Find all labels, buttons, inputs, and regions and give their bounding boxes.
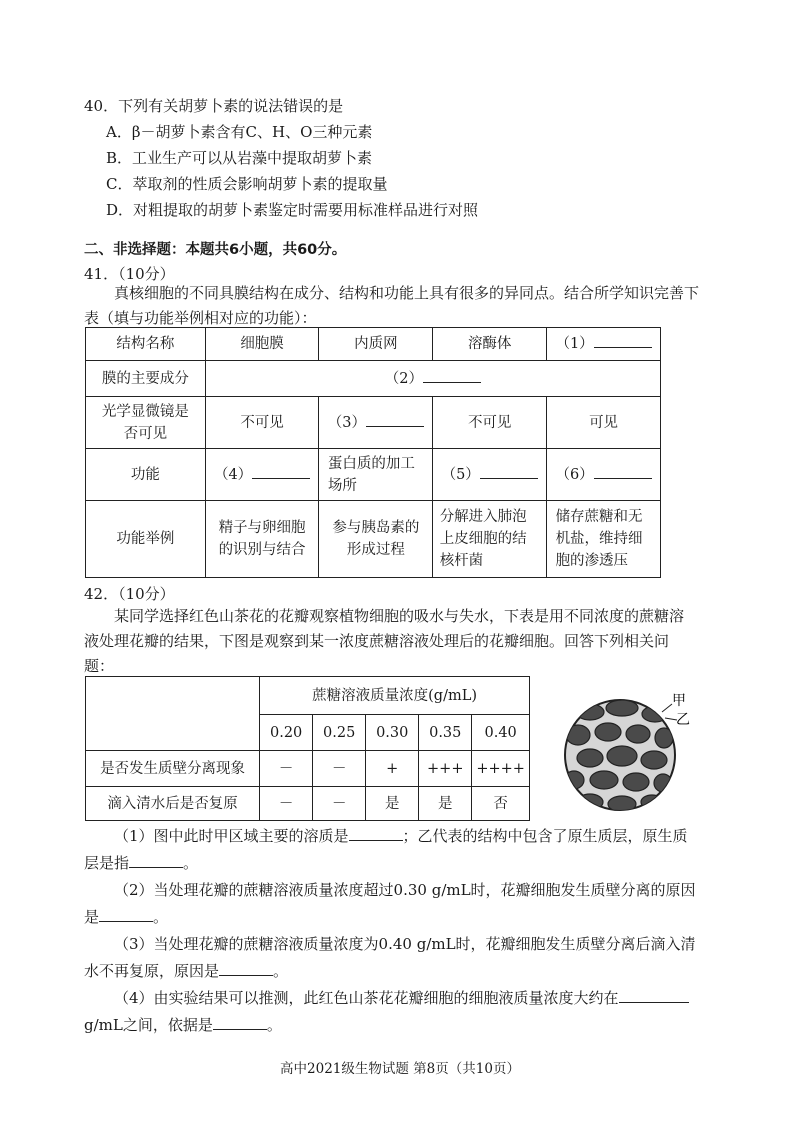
table-row bbox=[86, 328, 661, 361]
cell bbox=[547, 501, 661, 578]
table-row bbox=[86, 449, 661, 501]
cell: 是 bbox=[419, 787, 472, 821]
cell bbox=[86, 677, 260, 751]
answer-blank[interactable] bbox=[129, 853, 183, 868]
table-row bbox=[86, 397, 661, 449]
q42-sub4 bbox=[84, 985, 700, 1039]
table-row bbox=[86, 787, 530, 821]
answer-blank[interactable] bbox=[480, 464, 538, 479]
text: 。 bbox=[273, 962, 289, 980]
q42-table bbox=[85, 676, 530, 821]
q40-option-c: C．萃取剂的性质会影响胡萝卜素的提取量 bbox=[106, 175, 388, 193]
cell: 0.25 bbox=[313, 715, 366, 751]
cell: 是 bbox=[366, 787, 419, 821]
cell: 不可见 bbox=[205, 397, 319, 449]
text: 。 bbox=[183, 854, 199, 872]
blank-cell-3 bbox=[319, 397, 433, 449]
answer-blank[interactable] bbox=[366, 412, 424, 427]
header-cell: 蔗糖溶液质量浓度(g/mL) bbox=[260, 677, 530, 715]
cell: 细胞膜 bbox=[205, 328, 319, 361]
q40-option-b: B．工业生产可以从岩藻中提取胡萝卜素 bbox=[106, 149, 373, 167]
answer-blank[interactable] bbox=[594, 464, 652, 479]
cell-text: 蛋白质的加工场所 bbox=[327, 455, 415, 494]
q41-number: 41．（10分） bbox=[84, 265, 175, 283]
cell: 0.20 bbox=[260, 715, 313, 751]
cell: 溶酶体 bbox=[433, 328, 547, 361]
blank-cell-2 bbox=[205, 361, 660, 397]
cell: 功能 bbox=[86, 449, 206, 501]
answer-blank[interactable] bbox=[619, 988, 689, 1003]
cell: － bbox=[313, 787, 366, 821]
answer-blank[interactable] bbox=[594, 333, 652, 348]
cell: 否 bbox=[472, 787, 530, 821]
cell-text: 分解进入肺泡上皮细胞的结核杆菌 bbox=[439, 509, 527, 569]
q40-option-a: A．β－胡萝卜素含有C、H、O三种元素 bbox=[106, 123, 373, 141]
text: ；乙代表的结构中包含了原生质层，原生质层是指 bbox=[84, 827, 688, 872]
cell: ++++ bbox=[472, 751, 530, 787]
table-row bbox=[86, 751, 530, 787]
cell: 0.40 bbox=[472, 715, 530, 751]
cell bbox=[319, 449, 433, 501]
q42-sub3 bbox=[84, 931, 700, 985]
blank-label: （3） bbox=[327, 414, 366, 431]
cell bbox=[205, 501, 319, 578]
blank-cell-4 bbox=[205, 449, 319, 501]
answer-blank[interactable] bbox=[349, 826, 403, 841]
answer-blank[interactable] bbox=[252, 464, 310, 479]
cell-text: 储存蔗糖和无机盐，维持细胞的渗透压 bbox=[555, 509, 643, 569]
answer-blank[interactable] bbox=[213, 1015, 267, 1030]
q42-number: 42．（10分） bbox=[84, 585, 175, 603]
cell: + bbox=[366, 751, 419, 787]
q41-intro: 真核细胞的不同具膜结构在成分、结构和功能上具有很多的异同点。结合所学知识完善下表（填与功能举例相对应的功能）： bbox=[84, 284, 700, 327]
blank-label: （2） bbox=[384, 370, 423, 387]
blank-label: （1） bbox=[555, 336, 594, 352]
answer-blank[interactable] bbox=[423, 368, 481, 383]
cell: 0.30 bbox=[366, 715, 419, 751]
cell bbox=[86, 397, 206, 449]
blank-cell-1 bbox=[547, 328, 661, 361]
blank-cell-6 bbox=[547, 449, 661, 501]
page-footer: 高中2021级生物试题 第8页（共10页） bbox=[280, 1061, 520, 1077]
answer-blank[interactable] bbox=[219, 961, 273, 976]
label-yi: 乙 bbox=[676, 712, 690, 728]
blank-label: （6） bbox=[555, 466, 594, 483]
cell: 不可见 bbox=[433, 397, 547, 449]
q42-intro: 某同学选择红色山茶花的花瓣观察植物细胞的吸水与失水，下表是用不同浓度的蔗糖溶液处理花瓣的结果，下图是观察到某一浓度蔗糖溶液处理后的花瓣细胞。回答下列相关问题： bbox=[84, 607, 685, 675]
pointer-line-jia bbox=[662, 704, 672, 712]
text: （1）图中此时甲区域主要的溶质是 bbox=[114, 827, 349, 845]
text: 。 bbox=[153, 908, 169, 926]
petal-cell-figure bbox=[560, 690, 690, 820]
cell: － bbox=[260, 787, 313, 821]
cell-text: 精子与卵细胞的识别与结合 bbox=[218, 520, 306, 558]
q42-sub2 bbox=[84, 877, 700, 931]
text: （4）由实验结果可以推测，此红色山茶花花瓣细胞的细胞液质量浓度大约在 bbox=[114, 989, 619, 1007]
table-row bbox=[86, 677, 530, 715]
cell: 滴入清水后是否复原 bbox=[86, 787, 260, 821]
text: 。 bbox=[266, 1016, 282, 1034]
table-row bbox=[86, 501, 661, 578]
cell-text: 光学显微镜是否可见 bbox=[101, 403, 189, 442]
q40-option-d: D．对粗提取的胡萝卜素鉴定时需要用标准样品进行对照 bbox=[106, 201, 479, 219]
cell: 内质网 bbox=[319, 328, 433, 361]
cell: 可见 bbox=[547, 397, 661, 449]
q41-table bbox=[85, 327, 661, 578]
text: （2）当处理花瓣的蔗糖溶液质量浓度超过0.30 g/mL时，花瓣细胞发生质壁分离的原因是 bbox=[84, 881, 696, 926]
text: g/mL之间，依据是 bbox=[84, 1016, 213, 1034]
section-heading: 二、非选择题：本题共6小题，共60分。 bbox=[84, 242, 347, 258]
cell bbox=[433, 501, 547, 578]
cell: 0.35 bbox=[419, 715, 472, 751]
text: （3）当处理花瓣的蔗糖溶液质量浓度为0.40 g/mL时，花瓣细胞发生质壁分离后滴入清水不再复原，原因是 bbox=[84, 935, 696, 980]
answer-blank[interactable] bbox=[99, 907, 153, 922]
q42-sub1 bbox=[84, 823, 700, 877]
blank-label: （4） bbox=[213, 466, 253, 483]
cell: － bbox=[260, 751, 313, 787]
cell: +++ bbox=[419, 751, 472, 787]
label-jia: 甲 bbox=[672, 693, 686, 709]
q40-stem: 40．下列有关胡萝卜素的说法错误的是 bbox=[84, 97, 344, 115]
cell: 膜的主要成分 bbox=[86, 361, 206, 397]
cell bbox=[319, 501, 433, 578]
cell: － bbox=[313, 751, 366, 787]
cell: 是否发生质壁分离现象 bbox=[86, 751, 260, 787]
cell-text: 参与胰岛素的形成过程 bbox=[332, 520, 420, 558]
blank-cell-5 bbox=[433, 449, 547, 501]
cell: 结构名称 bbox=[86, 328, 206, 361]
blank-label: （5） bbox=[441, 466, 480, 483]
table-row bbox=[86, 361, 661, 397]
cell: 功能举例 bbox=[86, 501, 206, 578]
